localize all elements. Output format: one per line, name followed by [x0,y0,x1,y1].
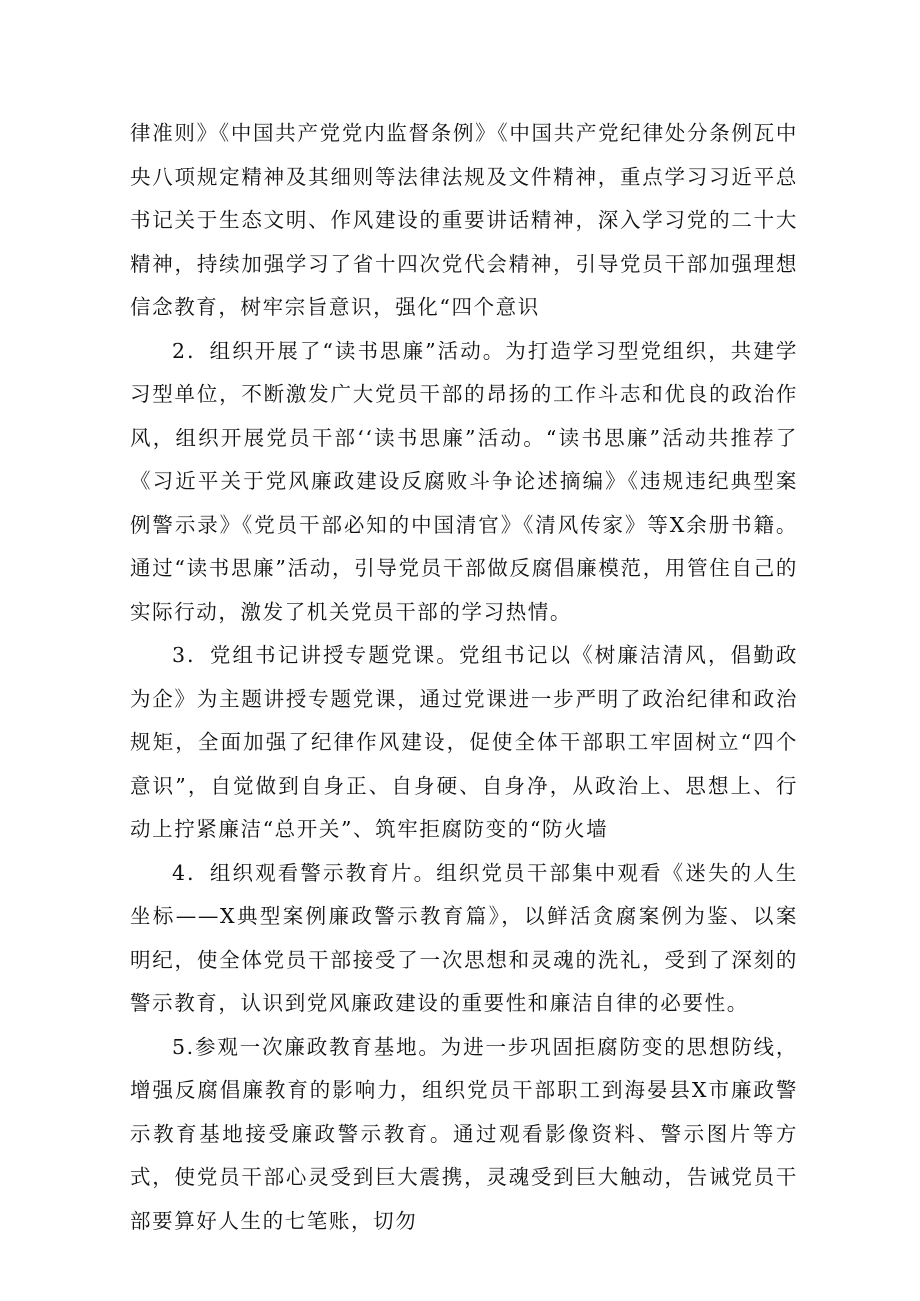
paragraph-item-4: 4．组织观看警示教育片。组织党员干部集中观看《迷失的人生坐标——X典型案例廉政警示教育篇》，以鲜活贪腐案例为鉴、以案明纪，使全体党员干部接受了一次思想和灵魂的洗礼，受到了深刻的警示教育，认识到党风廉政建设的重要性和廉洁自律的必要性。 [130,860,798,1015]
document-body [130,112,798,1243]
paragraph-item-2: 2．组织开展了“读书思廉”活动。为打造学习型党组织，共建学习型单位，不断激发广大党员干部的昂扬的工作斗志和优良的政治作风，组织开展党员干部‘‘读书思廉”活动。“读书思廉”活动共推荐了《习近平关于党风廉政建设反腐败斗争论述摘编》《违规违纪典型案例警示录》《党员干部必知的中国清官》《清风传家》等X余册书籍。通过“读书思廉”活动，引导党员干部做反腐倡廉模范，用管住自己的实际行动，激发了机关党员干部的学习热情。 [130,338,798,624]
paragraph-item-3: 3．党组书记讲授专题党课。党组书记以《树廉洁清风，倡勤政为企》为主题讲授专题党课，通过党课进一步严明了政治纪律和政治规矩，全面加强了纪律作风建设，促使全体干部职工牢固树立“四个意识”，自觉做到自身正、自身硬、自身净，从政治上、思想上、行动上拧紧廉洁“总开关”、筑牢拒腐防变的“防火墙 [130,643,798,841]
paragraph-continued: 律准则》《中国共产党党内监督条例》《中国共产党纪律处分条例瓦中央八项规定精神及其细则等法律法规及文件精神，重点学习习近平总书记关于生态文明、作风建设的重要讲话精神，深入学习党的二十大精神，持续加强学习了省十四次党代会精神，引导党员干部加强理想信念教育，树牢宗旨意识，强化“四个意识 [130,121,798,319]
paragraph-item-5: 5.参观一次廉政教育基地。为进一步巩固拒腐防变的思想防线，增强反腐倡廉教育的影响力，组织党员干部职工到海晏县X市廉政警示教育基地接受廉政警示教育。通过观看影像资料、警示图片等方式，使党员干部心灵受到巨大震携，灵魂受到巨大触动，告诫党员干部要算好人生的七笔账，切勿 [130,1034,798,1233]
